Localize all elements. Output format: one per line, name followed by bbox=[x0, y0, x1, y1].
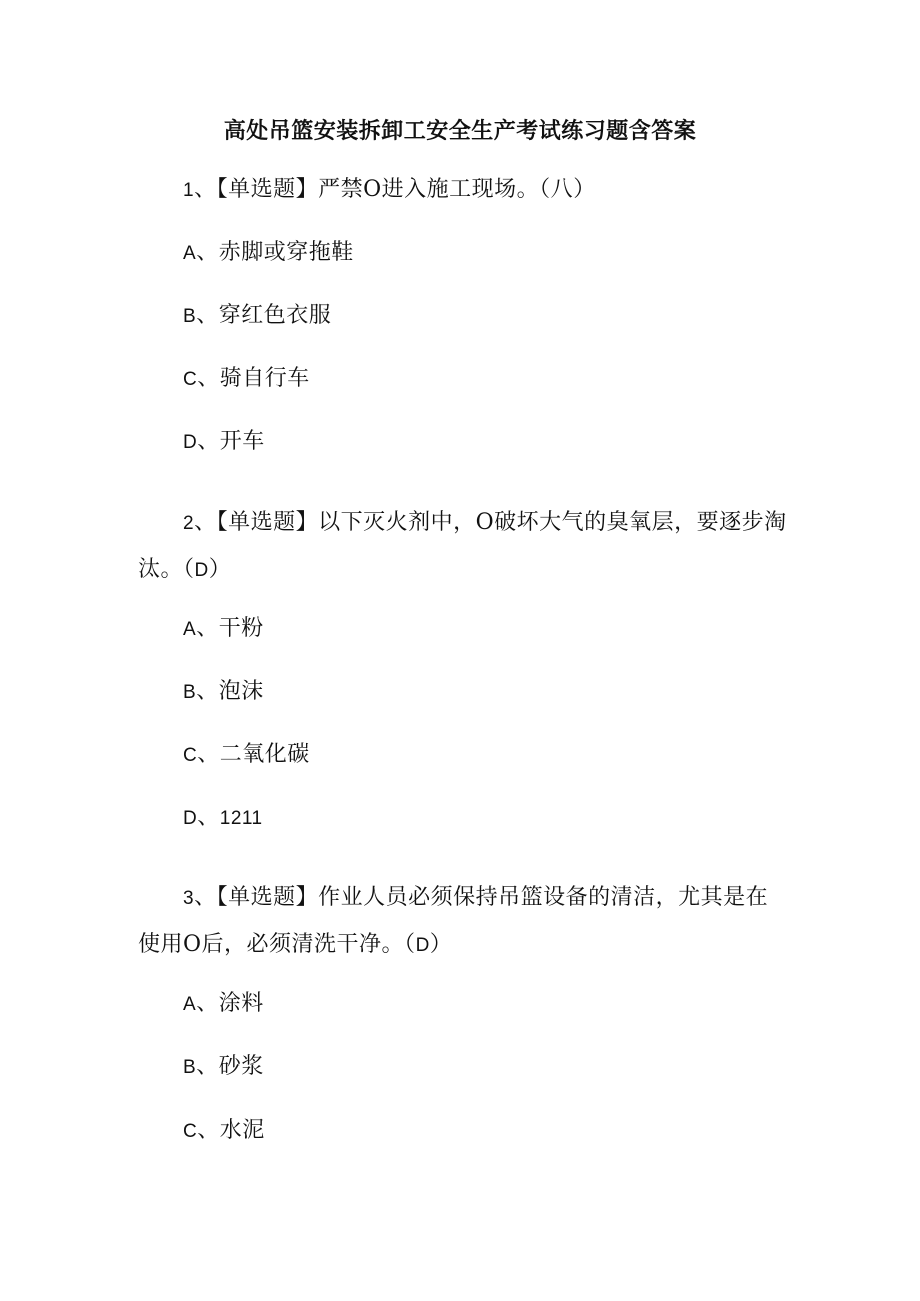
question-number-separator: 、 bbox=[194, 177, 217, 202]
option-letter: C bbox=[183, 1121, 198, 1142]
option-separator: 、 bbox=[196, 240, 219, 265]
option-letter: B bbox=[183, 682, 197, 703]
option-text: 二氧化碳 bbox=[219, 742, 310, 767]
option-separator: 、 bbox=[197, 805, 220, 830]
option-letter: A bbox=[183, 619, 197, 640]
option-separator: 、 bbox=[196, 616, 219, 641]
option-text: 开车 bbox=[219, 429, 265, 454]
option-item bbox=[183, 675, 264, 710]
option-separator: 、 bbox=[196, 1054, 219, 1079]
question-type: 【单选题】 bbox=[216, 510, 319, 535]
answer-close: ） bbox=[208, 557, 232, 582]
question-3 bbox=[138, 875, 788, 969]
option-text: 泡沫 bbox=[218, 679, 264, 704]
option-letter: C bbox=[183, 745, 198, 766]
option-item bbox=[183, 362, 310, 397]
option-separator: 、 bbox=[196, 679, 219, 704]
option-text: 1211 bbox=[219, 808, 263, 829]
option-letter: A bbox=[183, 994, 197, 1015]
question-number-separator: 、 bbox=[194, 510, 217, 535]
question-2 bbox=[138, 500, 788, 594]
option-separator: 、 bbox=[197, 366, 220, 391]
answer-close: ） bbox=[573, 177, 596, 202]
option-text: 干粉 bbox=[218, 616, 264, 641]
option-text: 水泥 bbox=[219, 1118, 265, 1143]
option-text: 骑自行车 bbox=[219, 366, 310, 391]
option-text: 砂浆 bbox=[218, 1054, 264, 1079]
question-number-separator: 、 bbox=[194, 885, 217, 910]
option-letter: B bbox=[183, 1057, 197, 1078]
option-letter: A bbox=[183, 243, 197, 264]
option-item bbox=[183, 299, 331, 334]
question-number: 2 bbox=[183, 513, 195, 534]
option-item bbox=[183, 612, 264, 647]
question-number: 1 bbox=[183, 180, 195, 201]
question-stem: 作业人员必须保持吊篮设备的清洁，尤其是在使用O后，必须清洗干净。 bbox=[138, 885, 769, 957]
question-type: 【单选题】 bbox=[216, 885, 319, 910]
document-title: 高处吊篮安装拆卸工安全生产考试练习题含答案 bbox=[223, 118, 697, 144]
question-type: 【单选题】 bbox=[216, 177, 319, 202]
option-item bbox=[183, 801, 263, 836]
option-item bbox=[183, 987, 264, 1022]
option-separator: 、 bbox=[196, 303, 219, 328]
option-separator: 、 bbox=[196, 991, 219, 1016]
answer-open: （ bbox=[183, 557, 195, 582]
option-text: 赤脚或穿拖鞋 bbox=[218, 240, 354, 265]
option-text: 穿红色衣服 bbox=[218, 303, 332, 328]
question-stem: 严禁O进入施工现场。 bbox=[318, 177, 540, 202]
question-number: 3 bbox=[183, 888, 195, 909]
question-answer: D bbox=[194, 560, 209, 581]
option-separator: 、 bbox=[197, 742, 220, 767]
answer-open: （ bbox=[404, 932, 416, 957]
option-letter: C bbox=[183, 369, 198, 390]
question-stem: 以下灭火剂中，O破坏大气的臭氧层，要逐步淘汰。 bbox=[138, 510, 787, 582]
option-item bbox=[183, 738, 310, 773]
question-answer: D bbox=[415, 935, 430, 956]
option-text: 涂料 bbox=[218, 991, 264, 1016]
question-1 bbox=[138, 167, 788, 214]
question-answer: 八 bbox=[550, 177, 574, 202]
option-item bbox=[183, 425, 265, 460]
answer-open: （ bbox=[539, 177, 551, 202]
option-item bbox=[183, 236, 354, 271]
option-letter: B bbox=[183, 306, 197, 327]
answer-close: ） bbox=[429, 932, 453, 957]
option-letter: D bbox=[183, 432, 198, 453]
option-letter: D bbox=[183, 808, 198, 829]
option-separator: 、 bbox=[197, 429, 220, 454]
option-separator: 、 bbox=[197, 1118, 220, 1143]
option-item bbox=[183, 1114, 265, 1149]
option-item bbox=[183, 1050, 264, 1085]
